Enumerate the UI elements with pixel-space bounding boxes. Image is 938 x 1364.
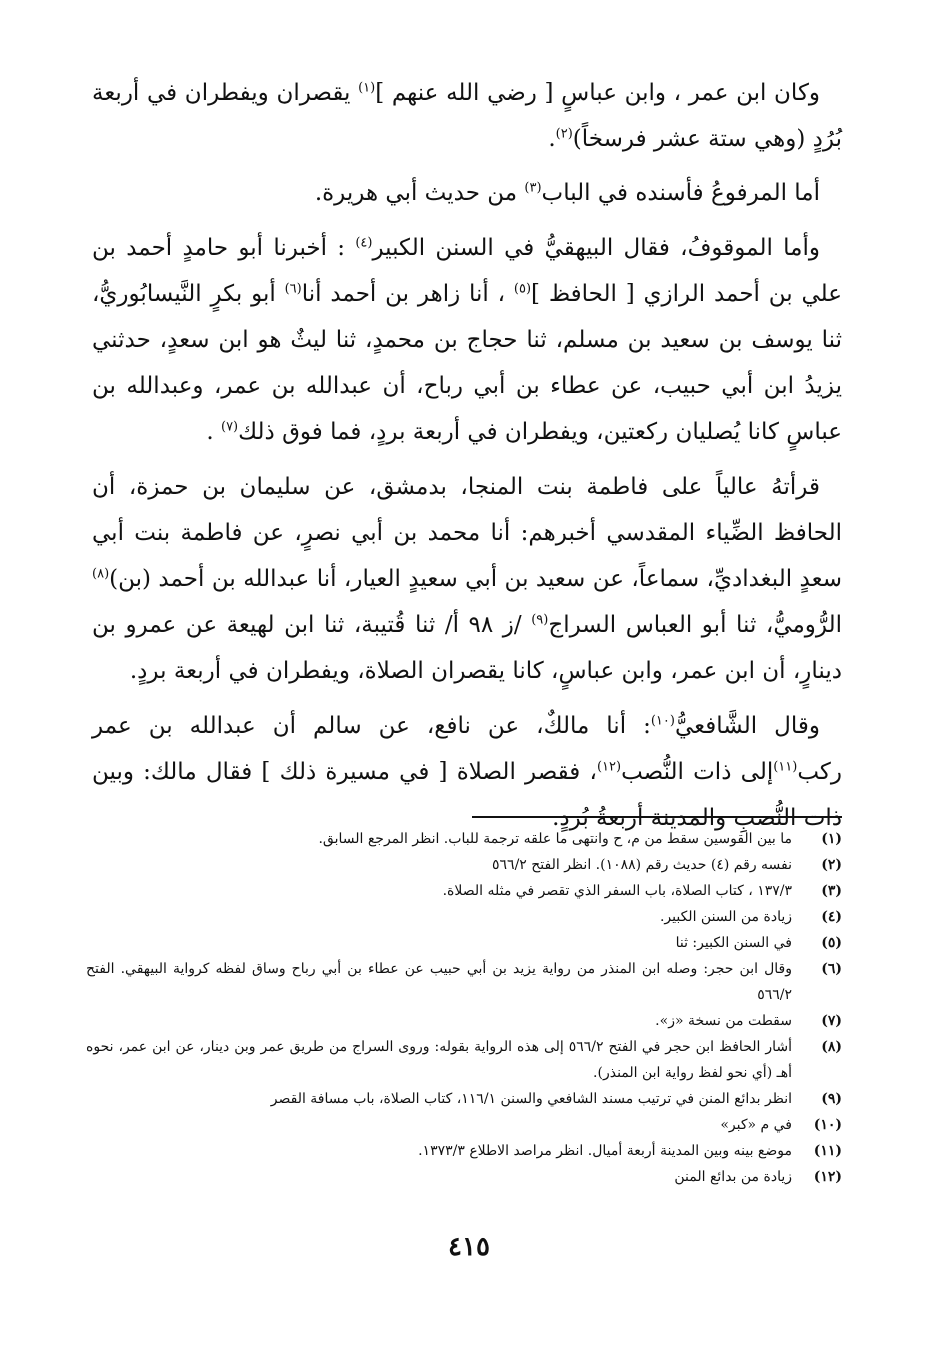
text-segment: . bbox=[548, 126, 556, 153]
footnote-reference: (٣) bbox=[524, 180, 542, 196]
footnote-reference: (١٠) bbox=[650, 712, 675, 728]
footnote-reference: (٢) bbox=[555, 126, 573, 142]
footnote-divider bbox=[472, 816, 842, 818]
footnote-reference: (١١) bbox=[773, 759, 798, 775]
footnote-number: (١٠) bbox=[813, 1117, 842, 1133]
footnote-reference: (١٢) bbox=[596, 759, 622, 775]
footnote-number: (٥) bbox=[821, 935, 842, 951]
text-segment: وقال الشَّافعيُّ bbox=[674, 712, 820, 739]
page-number: ٤١٥ bbox=[448, 1232, 490, 1262]
text-segment: . bbox=[206, 419, 221, 446]
footnote-item bbox=[86, 1164, 842, 1190]
footnote-reference: (٦) bbox=[284, 281, 302, 297]
footnote-reference: (٩) bbox=[531, 612, 549, 628]
text-segment: من حديث أبي هريرة. bbox=[314, 180, 525, 207]
paragraph-p5 bbox=[92, 703, 842, 842]
footnote-text: انظر بدائع المنن في ترتيب مسند الشافعي والسنن ١١٦/١، كتاب الصلاة، باب مسافة القصر bbox=[270, 1091, 792, 1107]
footnote-text: في السنن الكبير: ثنا bbox=[675, 935, 792, 951]
footnote-number: (١١) bbox=[813, 1143, 842, 1159]
footnote-reference: (٨) bbox=[92, 566, 110, 582]
footnote-text: نفسه رقم (٤) حديث رقم (١٠٨٨). انظر الفتح ٥٦٦/٢ bbox=[492, 857, 792, 873]
footnote-number: (٢) bbox=[821, 857, 842, 873]
footnote-text: سقطت من نسخة «ز». bbox=[655, 1013, 792, 1029]
text-segment: : أنا مالكٌ، عن نافع، عن سالم أن عبدالله بن عمر ركب bbox=[92, 712, 842, 785]
footnote-reference: (١) bbox=[358, 80, 376, 96]
footnote-item bbox=[86, 956, 842, 1008]
footnote-item bbox=[86, 930, 842, 956]
footnote-text: ما بين القوسين سقط من م، ح وانتهى ما علقه ترجمة للباب. انظر المرجع السابق. bbox=[318, 831, 792, 847]
footnote-number: (٦) bbox=[821, 961, 842, 977]
text-segment: يقصران ويفطران في أربعة بُرُدٍ (وهي ستة عشر فرسخاً) bbox=[92, 80, 842, 153]
text-segment: /ز ٩٨ أ/ ثنا قُتيبة، ثنا ابن لهيعة عن عمرو بن دينارٍ، أن ابن عمر، وابن عباسٍ، كانا يقصران الصلاة، ويفطران في أربعة بردٍ. bbox=[92, 612, 842, 685]
footnote-item bbox=[86, 1086, 842, 1112]
footnote-text: زيادة من بدائع المنن bbox=[674, 1169, 792, 1185]
footnote-text: وقال ابن حجر: وصله ابن المنذر من رواية يزيد بن أبي حبيب عن عطاء بن أبي رباح وساق لفظه كرواية البيهقي. الفتح ٥٦٦/٢ bbox=[86, 961, 792, 1003]
text-segment: وأما الموقوفُ، فقال البيهقيُّ في السنن الكبير bbox=[372, 234, 820, 261]
footnote-item bbox=[86, 1034, 842, 1086]
text-segment: وكان ابن عمر ، وابن عباسٍ [ رضي الله عنهم ] bbox=[375, 80, 820, 106]
footnote-item bbox=[86, 826, 842, 852]
paragraph-p2 bbox=[92, 170, 842, 216]
footnote-number: (٤) bbox=[821, 909, 842, 925]
text-segment: الرُّوميُّ، ثنا أبو العباس السراج bbox=[548, 612, 843, 639]
paragraph-p3 bbox=[92, 225, 842, 456]
footnote-item bbox=[86, 904, 842, 930]
footnote-text: زيادة من السنن الكبير. bbox=[659, 909, 792, 925]
footnote-text: أشار الحافظ ابن حجر في الفتح ٥٦٦/٢ إلى هذه الرواية بقوله: وروى السراج من طريق عمر وبن دينار، عن ابن عمر، نحوه أهـ (أي نحو لفظ رواية ابن المنذر). bbox=[86, 1039, 792, 1081]
footnote-text: في م «كبر» bbox=[720, 1117, 792, 1133]
text-segment: أبو بكرٍ النَّيسابُوريُّ، ثنا يوسف بن سعيد بن مسلم، ثنا حجاج بن محمدٍ، ثنا ليثٌ هو ابن سعدٍ، حدثني يزيدُ ابن أبي حبيب، عن عطاء بن أبي رباح، أن عبدالله بن عمر، وعبدالله بن عباسٍ كانا يُصليان ركعتين، ويفطران في أربعة بردٍ، فما فوق ذلك bbox=[92, 280, 842, 446]
text-segment: أما المرفوعُ فأسنده في الباب bbox=[541, 180, 820, 207]
footnote-item bbox=[86, 1008, 842, 1034]
footnote-text: ١٣٧/٣ ، كتاب الصلاة، باب السفر الذي تقصر في مثله الصلاة. bbox=[442, 883, 792, 899]
text-segment: ، أنا زاهر بن أحمد أنا bbox=[301, 280, 514, 307]
footnote-number: (٩) bbox=[821, 1091, 842, 1107]
paragraph-p1 bbox=[92, 70, 842, 162]
footnote-reference: (٥) bbox=[513, 281, 532, 297]
footnotes bbox=[86, 826, 842, 1190]
footnote-number: (٨) bbox=[821, 1039, 842, 1055]
footnote-reference: (٤) bbox=[355, 234, 373, 250]
text-segment: ، فقصر الصلاة [ في مسيرة ذلك ] فقال مالك: وبين ذات النُّصبِ والمدينة أربعةُ بُردٍ. bbox=[92, 758, 842, 832]
footnote-item bbox=[86, 852, 842, 878]
footnote-number: (١) bbox=[821, 831, 842, 847]
footnote-number: (٧) bbox=[821, 1013, 842, 1029]
footnote-reference: (٧) bbox=[220, 419, 239, 435]
footnote-number: (٣) bbox=[821, 883, 842, 899]
text-segment: قرأتهُ عالياً على فاطمة بنت المنجا، بدمشق، عن سليمان بن حمزة، أن الحافظ الضِّياء المقدسي أخبرهم: أنا محمد بن أبي نصرٍ، عن فاطمة بنت أبي سعدٍ البغداديِّ، سماعاً، عن سعيد بن أبي سعيدٍ العيار، أنا عبدالله بن أحمد (بن) bbox=[92, 473, 842, 593]
text-segment: : أخبرنا أبو حامدٍ أحمد بن علي بن أحمد الرازي [ الحافظ ] bbox=[92, 234, 843, 307]
footnote-item bbox=[86, 1138, 842, 1164]
footnote-text: موضع بينه وبين المدينة أربعة أميال. انظر مراصد الاطلاع ١٣٧٣/٣. bbox=[418, 1143, 792, 1159]
text-segment: إلى ذات النُّصب bbox=[621, 758, 774, 785]
footnote-number: (١٢) bbox=[813, 1169, 842, 1185]
footnote-item bbox=[86, 878, 842, 904]
main-text bbox=[92, 70, 842, 849]
footnote-item bbox=[86, 1112, 842, 1138]
paragraph-p4 bbox=[92, 464, 842, 695]
